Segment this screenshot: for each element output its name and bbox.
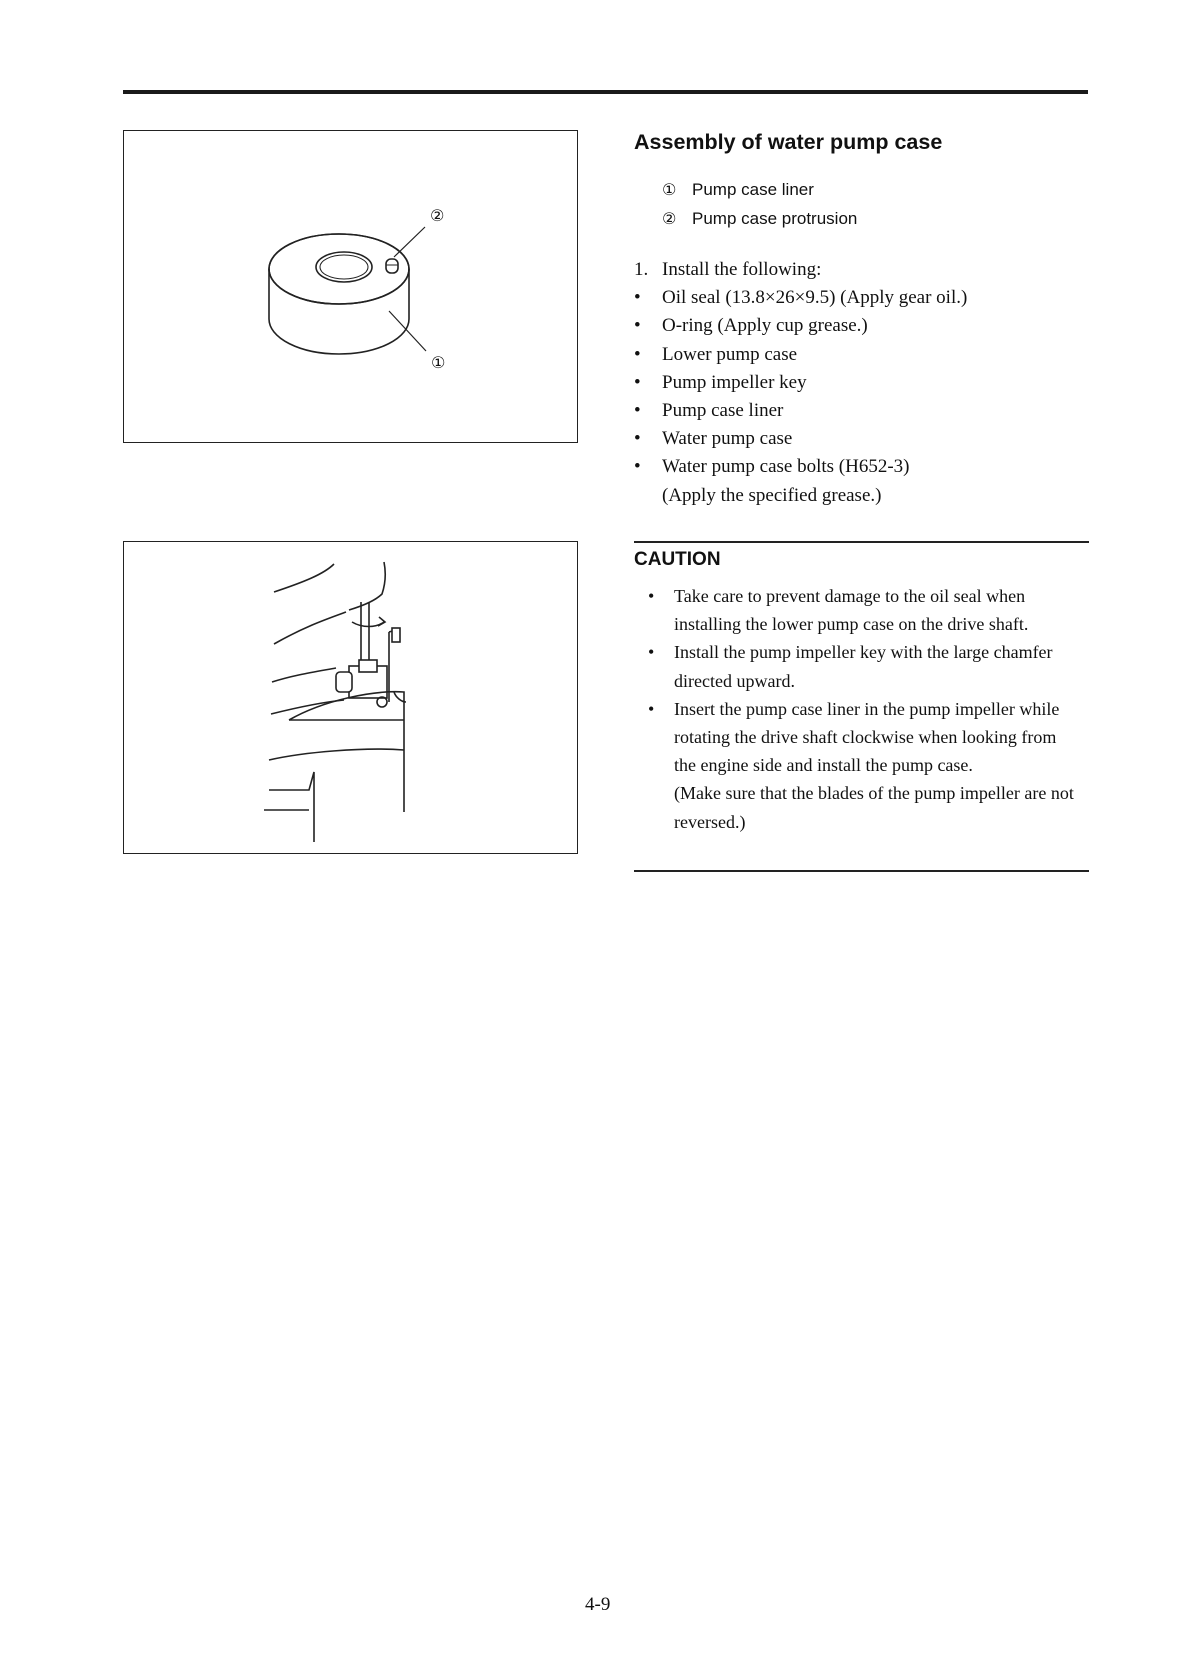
callout-1: ① xyxy=(431,353,446,372)
list-item: • Lower pump case xyxy=(634,341,967,369)
list-item: • O-ring (Apply cup grease.) xyxy=(634,312,967,340)
list-item: • Pump impeller key xyxy=(634,369,967,397)
step-text: Install the following: xyxy=(662,259,822,280)
legend-label: Pump case liner xyxy=(692,179,814,199)
list-item: • Water pump case bolts (H652-3) xyxy=(634,453,967,481)
legend-item xyxy=(662,204,857,233)
legend-number: ② xyxy=(662,209,677,228)
figure-pump-case-liner xyxy=(123,130,578,443)
figure-pump-case-installation xyxy=(123,541,578,854)
page-number: 4-9 xyxy=(585,1594,611,1615)
list-item: • Pump case liner xyxy=(634,397,967,425)
top-rule xyxy=(123,90,1088,94)
caution-top-rule xyxy=(634,541,1089,543)
caution-item: • Insert the pump case liner in the pump impeller while rotating the drive shaft clockwise when looking from the engine side and install the pump case. xyxy=(646,695,1076,780)
list-item: • Oil seal (13.8×26×9.5) (Apply gear oil.) xyxy=(634,284,967,312)
installation-illustration xyxy=(124,542,576,852)
caution-note: (Make sure that the blades of the pump impeller are not reversed.) xyxy=(674,783,1074,832)
install-steps xyxy=(634,256,967,510)
legend xyxy=(662,175,857,233)
callout-2: ② xyxy=(430,206,445,225)
step-number: 1. xyxy=(634,259,649,280)
legend-label: Pump case protrusion xyxy=(692,208,858,228)
caution-bottom-rule xyxy=(634,870,1089,872)
list-item: • Water pump case xyxy=(634,425,967,453)
caution-heading: CAUTION xyxy=(634,549,721,570)
legend-item xyxy=(662,175,857,204)
legend-number: ① xyxy=(662,180,677,199)
pump-case-liner-illustration xyxy=(124,131,576,441)
caution-item: • Install the pump impeller key with the large chamfer directed upward. xyxy=(646,638,1076,694)
step-note: (Apply the specified grease.) xyxy=(662,484,882,506)
caution-item: • Take care to prevent damage to the oil seal when installing the lower pump case on the drive shaft. xyxy=(646,582,1076,638)
step-1 xyxy=(634,256,967,284)
section-title: Assembly of water pump case xyxy=(634,130,943,154)
caution-list xyxy=(646,582,1076,836)
